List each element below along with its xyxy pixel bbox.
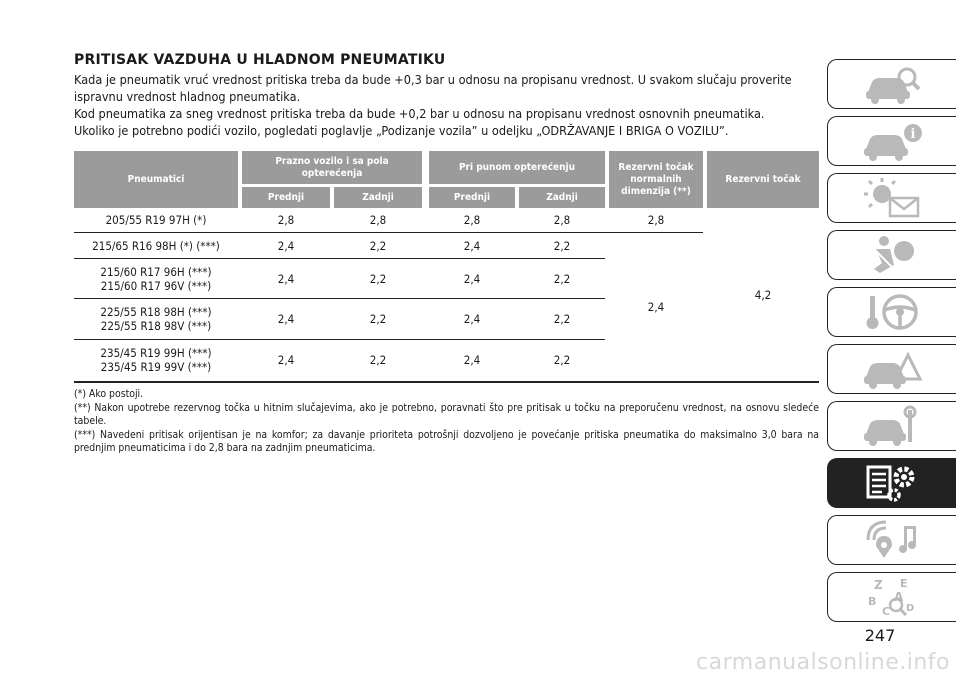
table-cell-value: 2,4	[277, 353, 295, 367]
page-heading: PRITISAK VAZDUHA U HLADNOM PNEUMATIKU	[74, 52, 446, 68]
header-spare-normal: Rezervni točak normalnih dimenzija (**)	[609, 151, 703, 208]
table-row-tyre: 235/45 R19 99H (***) 235/45 R19 99V (***)	[100, 346, 212, 374]
paragraph-lifting: Ukoliko je potrebno podići vozilo, pogledati poglavlje „Podizanje vozila” u odeljku „ODRŽAVANJE I BRIGA O VOZILU”.	[74, 123, 729, 138]
tab-starting-driving[interactable]	[827, 287, 956, 337]
page-number: 247	[864, 626, 896, 645]
table-cell-value: 2,4	[277, 238, 295, 253]
header-tyres: Pneumatici	[74, 151, 238, 208]
table-bottom-line	[74, 381, 819, 383]
tab-safety[interactable]	[827, 230, 956, 280]
table-cell-value: 2,2	[553, 238, 571, 253]
header-full-load: Pri punom opterećenju	[429, 151, 605, 184]
table-row-tyre: 225/55 R18 98H (***) 225/55 R18 98V (***)	[100, 305, 212, 333]
footnotes	[74, 388, 819, 456]
table-row-tyre: 205/55 R19 97H (*)	[105, 213, 207, 227]
table-cell-value: 2,4	[463, 238, 481, 253]
table-cell-value: 2,2	[369, 271, 387, 286]
table-cell-value: 2,8	[463, 213, 481, 227]
technical-data-icon	[860, 461, 924, 505]
car-emergency-icon	[860, 347, 924, 391]
paragraph-snow-tyre: Kod pneumatika za sneg vrednost pritiska treba da bude +0,2 bar u odnosu na propisanu vrednost osnovnih pneumatika.	[74, 106, 765, 121]
tyre-pressure-table	[74, 151, 819, 385]
warning-light-message-icon	[860, 176, 924, 220]
svg-text:C: C	[882, 605, 891, 618]
tab-car-search[interactable]	[827, 59, 956, 109]
header-unladen: Prazno vozilo i sa pola opterećenja	[242, 151, 422, 184]
table-cell-spare-normal: 2,8	[647, 213, 665, 227]
table-cell-value: 2,2	[369, 312, 387, 326]
table-cell-value: 2,2	[553, 312, 571, 326]
alphabetical-index-icon	[860, 575, 924, 619]
header-spare: Rezervni točak	[707, 151, 819, 208]
table-cell-value: 2,4	[277, 271, 295, 286]
paragraph-hot-tyre: Kada je pneumatik vruć vrednost pritiska treba da bude +0,3 bar u odnosu na propisanu vrednost. U svakom slučaju proverite ispravnu vrednost hladnog pneumatika.	[74, 72, 792, 104]
tab-maintenance[interactable]	[827, 401, 956, 451]
car-info-icon	[860, 119, 924, 163]
watermark: carmanualsonline.info	[696, 650, 950, 675]
steering-wheel-key-icon	[860, 290, 924, 334]
table-cell-value: 2,2	[369, 238, 387, 253]
table-cell-value: 2,8	[277, 213, 295, 227]
table-cell-value: 2,2	[553, 353, 571, 367]
car-search-icon	[860, 62, 924, 106]
footnote-1: (*) Ako postoji.	[74, 388, 144, 400]
car-maintenance-icon	[860, 404, 924, 448]
safety-airbag-icon	[860, 233, 924, 277]
svg-text:i: i	[910, 127, 916, 142]
svg-text:A: A	[894, 590, 904, 604]
table-row-tyre: 215/65 R16 98H (*) (***)	[92, 238, 220, 253]
table-cell-value: 2,2	[553, 271, 571, 286]
tab-emergency[interactable]	[827, 344, 956, 394]
table-row-tyre: 215/60 R17 96H (***) 215/60 R17 96V (***)	[100, 264, 212, 293]
multimedia-icon	[860, 518, 924, 562]
tab-index[interactable]	[827, 572, 956, 622]
header-full-front: Prednji	[429, 187, 515, 208]
table-cell-value: 2,2	[369, 353, 387, 367]
table-cell-value: 2,4	[463, 353, 481, 367]
table-cell-value: 2,4	[463, 312, 481, 326]
header-unladen-rear: Zadnji	[334, 187, 422, 208]
svg-text:D: D	[906, 603, 915, 614]
tab-warning-lights[interactable]	[827, 173, 956, 223]
tab-car-info[interactable]	[827, 116, 956, 166]
tab-technical-data[interactable]	[827, 458, 956, 508]
svg-text:B: B	[868, 595, 877, 608]
header-full-rear: Zadnji	[519, 187, 605, 208]
header-unladen-front: Prednji	[242, 187, 330, 208]
table-cell-value: 2,8	[369, 213, 387, 227]
page-content	[74, 52, 819, 456]
table-cell-value: 2,8	[553, 213, 571, 227]
table-cell-value: 2,4	[463, 271, 481, 286]
table-cell-spare-normal: 2,4	[647, 300, 665, 314]
footnote-3: (***) Navedeni pritisak orijentisan je na komfor; za davanje prioriteta potrošnji dozvoljeno je povećanje pritiska pneumatika do maksimalno 3,0 bara na prednjim pneumaticima i do 2,8 bara na zadnjim pneumaticima.	[74, 428, 819, 454]
table-cell-value: 2,4	[277, 312, 295, 326]
svg-text:Z: Z	[874, 578, 883, 592]
table-cell-spare: 4,2	[754, 287, 772, 302]
tab-multimedia[interactable]	[827, 515, 956, 565]
svg-text:E: E	[900, 577, 908, 590]
footnote-2: (**) Nakon upotrebe rezervnog točka u hitnim slučajevima, ako je potrebno, poravnati što pre pritisak u točku na preporučenu vrednost, na osnovu sledeće tabele.	[74, 401, 819, 427]
